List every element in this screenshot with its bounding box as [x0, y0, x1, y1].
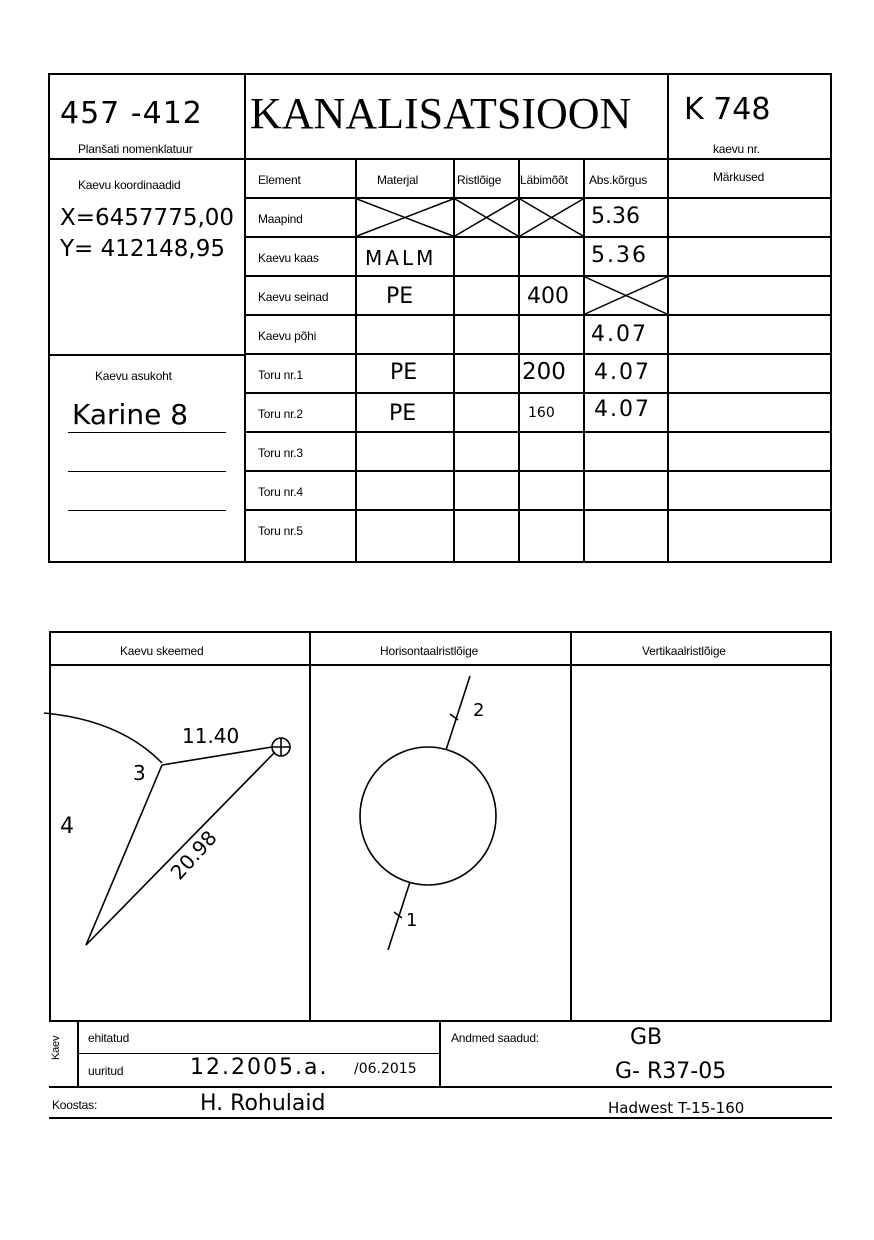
row-label: Toru nr.3	[258, 446, 303, 460]
labimoot-value: 200	[522, 359, 566, 385]
sketch-number-label: 3	[133, 761, 146, 785]
col-header-element: Element	[258, 173, 301, 187]
andmed-value: GB	[630, 1025, 663, 1050]
abs-value: 5.36	[591, 243, 648, 268]
abs-value: 4.07	[594, 360, 651, 385]
location-value: Karine 8	[72, 398, 189, 431]
uuritud-label: uuritud	[88, 1064, 124, 1078]
abs-value: 5.36	[591, 204, 640, 229]
row-label: Kaevu põhi	[258, 329, 317, 343]
row-label: Toru nr.1	[258, 368, 303, 382]
ehitatud-label: ehitatud	[88, 1031, 130, 1045]
pipe-number-label: 2	[473, 700, 485, 721]
abs-value: 4.07	[594, 397, 651, 422]
andmed-label: Andmed saadud:	[451, 1031, 539, 1045]
abs-value: 4.07	[591, 322, 648, 347]
materjal-value: PE	[386, 284, 414, 309]
uuritud-value: 12.2005.a.	[190, 1055, 329, 1080]
nomenclature-value: 457 -412	[60, 96, 203, 131]
labimoot-value: 400	[527, 284, 569, 309]
materjal-value: MALM	[365, 246, 437, 270]
pipe-number-label: 1	[406, 910, 418, 931]
sketch-distance-label: 11.40	[182, 724, 240, 748]
uuritud-extra: /06.2015	[354, 1061, 417, 1077]
row-label: Kaevu seinad	[258, 290, 329, 304]
schemes-col-header: Horisontaalristlõige	[380, 644, 479, 658]
schemes-col-header: Kaevu skeemed	[120, 644, 204, 658]
nomenclature-label: Planšati nomenklatuur	[78, 142, 193, 156]
materjal-value: PE	[389, 401, 417, 426]
coordinates-label: Kaevu koordinaadid	[78, 178, 181, 192]
col-header-materjal: Materjal	[377, 173, 419, 187]
labimoot-value: 160	[528, 405, 555, 421]
koostas-signature: H. Rohulaid	[200, 1091, 326, 1116]
materjal-value: PE	[390, 360, 418, 385]
row-label: Toru nr.2	[258, 407, 303, 421]
well-number-label: kaevu nr.	[713, 142, 760, 156]
hadwest-note: Hadwest T-15-160	[608, 1099, 745, 1117]
sketch-number-label: 4	[60, 814, 74, 839]
koostas-label: Koostas:	[52, 1098, 98, 1112]
coordinate-y: Y= 412148,95	[60, 236, 226, 262]
coordinate-x: X=6457775,00	[60, 205, 235, 231]
col-header-markused: Märkused	[713, 170, 765, 184]
col-header-labimoot: Läbimõõt	[520, 173, 568, 187]
well-number: K 748	[684, 92, 771, 127]
schemes-col-header: Vertikaalristlõige	[642, 644, 726, 658]
row-label: Kaevu kaas	[258, 251, 319, 265]
row-label: Toru nr.4	[258, 485, 303, 499]
col-header-ristloige: Ristlõige	[457, 173, 502, 187]
sketch-distance-label: 20.98	[165, 825, 222, 885]
row-label: Maapind	[258, 212, 303, 226]
page-title: KANALISATSIOON	[250, 89, 632, 138]
kaev-label: Kaev	[50, 1035, 62, 1060]
col-header-abs: Abs.kõrgus	[589, 173, 648, 187]
row-label: Toru nr.5	[258, 524, 303, 538]
andmed-value: G- R37-05	[615, 1059, 727, 1084]
location-label: Kaevu asukoht	[95, 369, 172, 383]
